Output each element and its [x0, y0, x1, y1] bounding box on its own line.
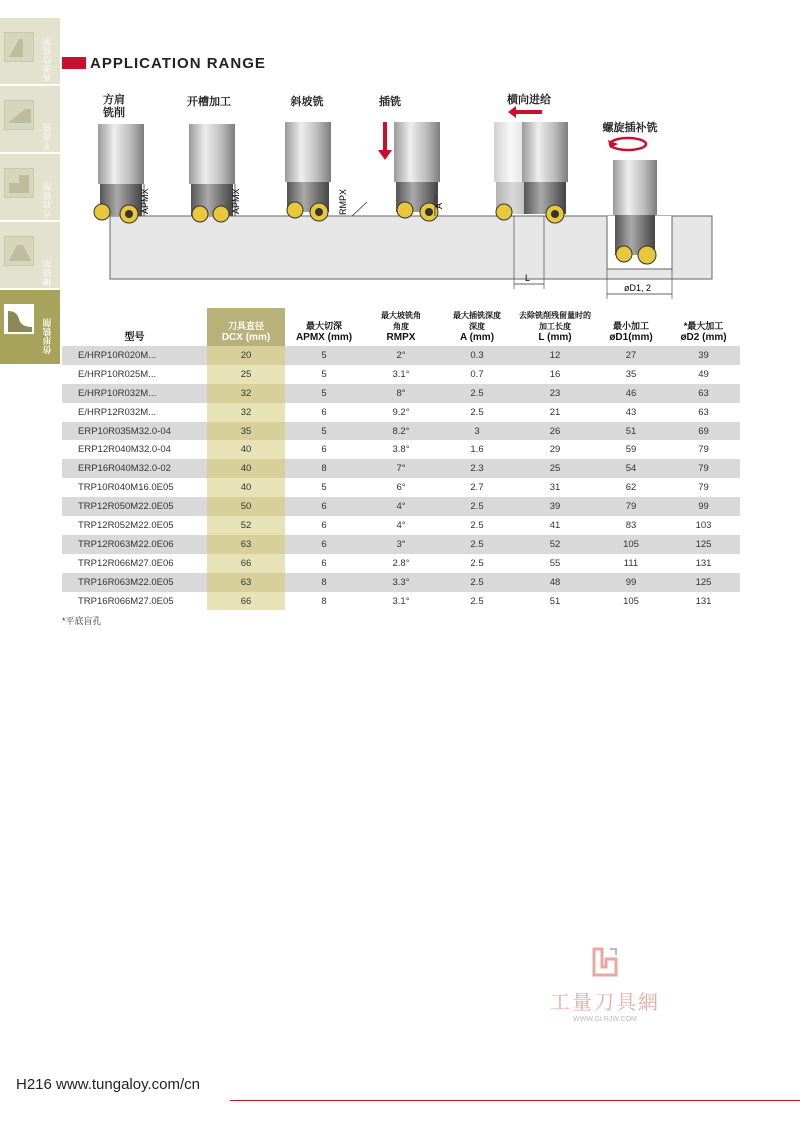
watermark-text: 工量刀具網: [550, 992, 660, 1014]
table-cell: 51: [549, 595, 561, 607]
cell-model: TRP12R050M22.0E05: [62, 497, 207, 516]
table-cell: 8: [321, 595, 327, 607]
table-cell: 6: [321, 444, 327, 456]
table-row: [62, 365, 740, 384]
table-cell: 131: [695, 595, 712, 607]
dim-rmpx: RMPX: [338, 188, 348, 215]
table-cell: 59: [625, 444, 637, 456]
table-cell: 6: [321, 557, 327, 569]
dim-a: A: [434, 202, 444, 209]
table-cell: 25: [207, 365, 285, 384]
col-header-d1: 最小加工 øD1(mm): [609, 321, 653, 343]
table-cell: 8°: [363, 384, 439, 403]
table-cell: 99: [595, 573, 667, 592]
watermark: [530, 945, 680, 1023]
table-cell: 50: [207, 497, 285, 516]
cell-model: TRP16R066M27.0E05: [78, 595, 174, 607]
table-cell: 8: [285, 459, 363, 478]
table-cell: 63: [207, 573, 285, 592]
table-cell: 105: [623, 595, 639, 607]
table-row: [62, 478, 740, 497]
col-header-a: 最大插铣深度 深度 A (mm): [453, 311, 501, 343]
table-cell: 2.5: [439, 573, 515, 592]
cell-model: E/HRP10R025M...: [78, 368, 157, 380]
table-row: [62, 497, 740, 516]
tool-ramp: [285, 122, 331, 221]
sidebar-tab-slot[interactable]: [0, 222, 60, 288]
sidebar-tab-face[interactable]: [0, 86, 60, 152]
table-cell: 25: [515, 459, 595, 478]
table-cell: 63: [698, 406, 709, 418]
table-cell: 8: [285, 573, 363, 592]
tool-cross-feed: [494, 122, 568, 223]
table-cell: 2.5: [470, 557, 484, 569]
table-cell: 35: [207, 422, 285, 441]
table-cell: 41: [549, 519, 561, 531]
table-row: [62, 592, 740, 611]
col-header-model: 型号: [124, 332, 145, 343]
op-label-ramp: 斜坡铣: [290, 96, 324, 108]
table-cell: 21: [549, 406, 561, 418]
cell-model: TRP16R063M22.0E05: [62, 573, 207, 592]
table-cell: 3°: [363, 535, 439, 554]
cell-model: E/HRP12R032M...: [78, 406, 157, 418]
sidebar-tab-label: 方肩铣削: [42, 182, 52, 218]
table-cell: 3.1°: [392, 368, 410, 380]
table-cell: 9.2°: [392, 406, 410, 418]
cell-model: ERP10R035M32.0-04: [62, 422, 207, 441]
table-cell: 2.5: [439, 384, 515, 403]
table-cell: 79: [595, 497, 667, 516]
table-header-row: [62, 308, 740, 346]
col-header-apmx: 最大切深 APMX (mm): [295, 321, 353, 343]
table-row: [62, 384, 740, 403]
table-cell: 3.3°: [363, 573, 439, 592]
table-cell: 105: [595, 535, 667, 554]
table-cell: 55: [549, 557, 561, 569]
table-row: [62, 403, 740, 422]
sidebar-tab-label: 高进给铣削: [42, 37, 52, 82]
op-label-plunge: 插铣: [379, 96, 401, 108]
op-label-shoulder: 方肩 铣削: [103, 94, 125, 119]
cell-model: E/HRP10R032M...: [62, 384, 207, 403]
table-cell: 31: [549, 482, 561, 494]
table-cell: 26: [515, 422, 595, 441]
table-cell: 125: [667, 573, 740, 592]
table-cell: 2°: [363, 346, 439, 365]
table-cell: 2.5: [470, 406, 484, 418]
cell-model: ERP16R040M32.0-02: [62, 459, 207, 478]
table-cell: 99: [667, 497, 740, 516]
table-cell: 6: [285, 497, 363, 516]
footer-url[interactable]: www.tungaloy.com/cn: [56, 1076, 200, 1093]
footer-rule: [230, 1100, 800, 1101]
table-cell: 1.6: [470, 444, 484, 456]
shoulder-milling-icon: [4, 168, 34, 198]
table-cell: 79: [667, 459, 740, 478]
table-cell: 79: [698, 444, 709, 456]
cell-model: TRP12R066M27.0E06: [78, 557, 174, 569]
table-cell: 131: [695, 557, 712, 569]
table-row: [62, 346, 740, 365]
tool-shoulder: [94, 124, 144, 223]
col-header-dcx: 刀具直径 DCX (mm): [207, 308, 285, 346]
table-cell: 2.7: [470, 482, 484, 494]
table-cell: 63: [207, 535, 285, 554]
table-cell: 4°: [396, 519, 406, 531]
table-row: [62, 516, 740, 535]
table-cell: 83: [625, 519, 637, 531]
cell-model: TRP10R040M16.0E05: [78, 482, 174, 494]
table-cell: 5: [321, 368, 327, 380]
page-number: H216: [16, 1076, 52, 1093]
table-row: [62, 535, 740, 554]
table-footnote: *平底盲孔: [62, 616, 102, 626]
op-label-cross-feed: 横向进给: [507, 94, 551, 106]
table-cell: 7°: [363, 459, 439, 478]
cell-model: E/HRP10R020M...: [62, 346, 207, 365]
table-cell: 46: [595, 384, 667, 403]
table-cell: 5: [285, 384, 363, 403]
cell-model: TRP12R052M22.0E05: [78, 519, 174, 531]
table-cell: 3.8°: [392, 444, 410, 456]
dim-d12: øD1, 2: [624, 283, 652, 293]
table-cell: 43: [625, 406, 637, 418]
sidebar-tab-label: 仿形铣削: [42, 318, 52, 354]
op-label-slot: 开槽加工: [187, 96, 231, 108]
header-accent-bar: [62, 57, 86, 69]
table-cell: 69: [667, 422, 740, 441]
cell-model: ERP12R040M32.0-04: [78, 444, 171, 456]
table-cell: 52: [515, 535, 595, 554]
table-cell: 40: [207, 459, 285, 478]
table-cell: 2.5: [470, 519, 484, 531]
table-cell: 5: [285, 422, 363, 441]
table-cell: 3: [439, 422, 515, 441]
table-cell: 4°: [363, 497, 439, 516]
table-body: [62, 346, 740, 610]
table-row: [62, 440, 740, 459]
table-cell: 6: [321, 406, 327, 418]
col-header-rmpx: 最大坡铣角 角度 RMPX: [381, 311, 421, 343]
table-cell: 54: [595, 459, 667, 478]
tool-slot: [189, 124, 235, 222]
tool-helical: [613, 160, 657, 264]
table-row: [62, 573, 740, 592]
sidebar-tab-profile[interactable]: [0, 290, 60, 364]
high-feed-milling-icon: [4, 32, 34, 62]
table-row: [62, 422, 740, 441]
table-cell: 51: [595, 422, 667, 441]
table-cell: 12: [515, 346, 595, 365]
table-cell: 32: [207, 384, 285, 403]
table-cell: 29: [549, 444, 561, 456]
table-cell: 125: [667, 535, 740, 554]
table-cell: 2.5: [439, 497, 515, 516]
table-cell: 35: [625, 368, 637, 380]
table-cell: 52: [207, 516, 285, 535]
col-header-l: 去除铣削残留量时的 加工长度 L (mm): [519, 311, 591, 343]
table-cell: 66: [207, 554, 285, 573]
table-cell: 6: [285, 535, 363, 554]
table-cell: 20: [207, 346, 285, 365]
application-diagram-svg: [62, 84, 722, 304]
section-sidebar: [0, 18, 60, 366]
col-header-d2: *最大加工 øD2 (mm): [680, 321, 727, 343]
table-cell: 39: [667, 346, 740, 365]
table-cell: 40: [207, 440, 285, 459]
table-row: [62, 554, 740, 573]
table-cell: 8.2°: [363, 422, 439, 441]
table-cell: 39: [515, 497, 595, 516]
sidebar-tab-shoulder[interactable]: [0, 154, 60, 220]
cell-model: TRP12R063M22.0E06: [62, 535, 207, 554]
dim-apmx-1: APMX: [140, 188, 150, 214]
profile-milling-icon: [4, 304, 34, 334]
table-cell: 62: [625, 482, 637, 494]
table-cell: 111: [623, 557, 639, 569]
table-cell: 63: [667, 384, 740, 403]
table-cell: 48: [515, 573, 595, 592]
table-cell: 6: [321, 519, 327, 531]
table-cell: 2.5: [439, 535, 515, 554]
table-cell: 2.8°: [392, 557, 410, 569]
table-row: [62, 459, 740, 478]
table-cell: 3.1°: [392, 595, 410, 607]
page-footer: [16, 1076, 200, 1093]
table-cell: 32: [207, 403, 285, 422]
table-cell: 27: [595, 346, 667, 365]
face-milling-icon: [4, 100, 34, 130]
sidebar-tab-label: 槽铣削: [42, 259, 52, 286]
sidebar-tab-label: 平面铣: [42, 123, 52, 150]
table-cell: 79: [698, 482, 709, 494]
dim-apmx-2: APMX: [231, 188, 241, 214]
table-cell: 49: [698, 368, 709, 380]
table-cell: 23: [515, 384, 595, 403]
page-title: APPLICATION RANGE: [90, 55, 266, 72]
watermark-url: WWW.GLRJW.COM: [573, 1016, 637, 1023]
op-label-helical: 螺旋插补铣: [602, 122, 658, 134]
table-cell: 0.7: [470, 368, 484, 380]
table-cell: 2.3: [439, 459, 515, 478]
table-cell: 16: [549, 368, 561, 380]
table-cell: 2.5: [470, 595, 484, 607]
application-range-table: [62, 308, 740, 610]
dim-l: L: [525, 273, 531, 283]
table-cell: 103: [695, 519, 712, 531]
table-cell: 0.3: [439, 346, 515, 365]
application-diagram: [62, 84, 722, 304]
slot-milling-icon: [4, 236, 34, 266]
table-cell: 66: [207, 592, 285, 611]
table-cell: 5: [321, 482, 327, 494]
watermark-logo-icon: [588, 945, 622, 979]
table-cell: 5: [285, 346, 363, 365]
table-cell: 6°: [396, 482, 406, 494]
table-cell: 40: [207, 478, 285, 497]
sidebar-tab-high-feed[interactable]: [0, 18, 60, 84]
